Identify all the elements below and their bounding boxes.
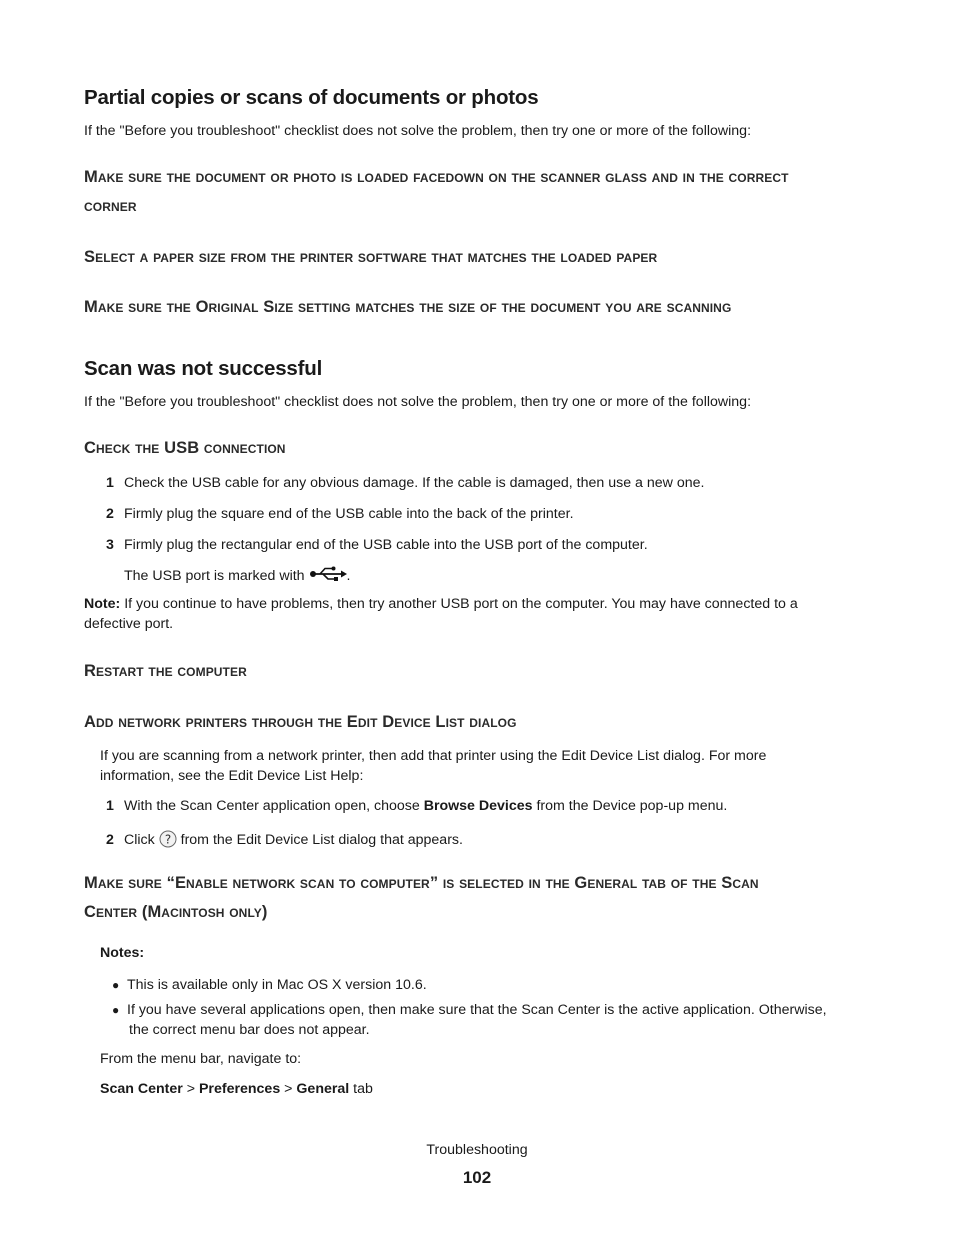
usb-step-2: [106, 506, 574, 522]
section1-intro: If the "Before you troubleshoot" checklist does not solve the problem, then try one or more of the following:: [84, 123, 752, 139]
usb-port-note-end: .: [346, 567, 351, 584]
notes-bullet-2-line2: the correct menu bar does not appear.: [129, 1022, 370, 1038]
notes-bullet-2: [112, 1002, 827, 1018]
step-text: Firmly plug the rectangular end of the USB cable into the USB port of the computer.: [124, 537, 648, 553]
page-number: 102: [462, 1168, 492, 1187]
section-heading-partial-copies: Partial copies or scans of documents or photos: [84, 86, 539, 109]
step-number: 2: [106, 832, 114, 848]
subheading-enable-network-scan-line2: Center (Macintosh only): [84, 903, 268, 921]
bullet-text: This is available only in Mac OS X version 10.6.: [127, 977, 427, 993]
footer-section-name: Troubleshooting: [426, 1142, 528, 1158]
menu-path-preferences: Preferences: [198, 1081, 281, 1097]
usb-symbol-icon: [309, 566, 347, 586]
network-intro-line2: information, see the Edit Device List Help:: [100, 768, 364, 784]
usb-port-note-text: The USB port is marked with: [124, 567, 305, 584]
svg-text:?: ?: [164, 832, 171, 847]
menu-bar-intro: From the menu bar, navigate to:: [100, 1051, 302, 1067]
subheading-restart: Restart the computer: [84, 662, 247, 680]
menu-path-scan-center: Scan Center: [100, 1081, 183, 1097]
notes-label: Notes:: [100, 945, 145, 961]
step-number: 1: [106, 798, 114, 814]
subheading-original-size: Make sure the Original Size setting matches the size of the document you are scanning: [84, 298, 732, 316]
network-step-1: [106, 798, 727, 814]
subheading-paper-size: Select a paper size from the printer software that matches the loaded paper: [84, 248, 658, 266]
help-question-icon: [159, 830, 177, 852]
step-number: 2: [106, 506, 114, 522]
menu-path-separator: >: [280, 1081, 297, 1097]
bullet-text: If you have several applications open, then make sure that the Scan Center is the active application. Otherwise,: [127, 1002, 827, 1018]
browse-devices-label: Browse Devices: [423, 798, 533, 814]
usb-note-line1: [84, 596, 798, 612]
menu-path-general: General: [296, 1081, 350, 1097]
usb-note-line2: defective port.: [84, 616, 174, 632]
bullet-icon: ●: [112, 1003, 120, 1017]
usb-step-3: [106, 537, 648, 553]
step-text: Check the USB cable for any obvious damage. If the cable is damaged, then use a new one.: [124, 475, 705, 491]
step-text: from the Edit Device List dialog that appears.: [176, 832, 463, 848]
section-heading-scan-not-successful: Scan was not successful: [84, 357, 323, 380]
note-label: Note:: [84, 596, 121, 612]
subheading-check-usb: Check the USB connection: [84, 439, 286, 457]
menu-path-tab: tab: [349, 1081, 373, 1097]
section2-intro: If the "Before you troubleshoot" checklist does not solve the problem, then try one or more of the following:: [84, 394, 752, 410]
usb-step-1: [106, 475, 704, 491]
subheading-facedown-line2: corner: [84, 197, 137, 215]
subheading-enable-network-scan-line1: Make sure “Enable network scan to computer” is selected in the General tab of the Scan: [84, 874, 759, 892]
step-text: from the Device pop-up menu.: [532, 798, 728, 814]
subheading-add-network-printers: Add network printers through the Edit Device List dialog: [84, 713, 517, 731]
menu-path-separator: >: [182, 1081, 199, 1097]
step-number: 1: [106, 475, 114, 491]
step-text: With the Scan Center application open, choose: [124, 798, 424, 814]
usb-port-note: [124, 566, 350, 586]
notes-bullet-1: [112, 977, 427, 993]
subheading-facedown-line1: Make sure the document or photo is loaded facedown on the scanner glass and in the correct: [84, 168, 789, 186]
note-text: If you continue to have problems, then try another USB port on the computer. You may have connected to a: [120, 596, 798, 612]
bullet-icon: ●: [112, 978, 120, 992]
network-step-2: [106, 830, 463, 852]
menu-path: [100, 1081, 373, 1097]
step-number: 3: [106, 537, 114, 553]
network-intro-line1: If you are scanning from a network printer, then add that printer using the Edit Device List dialog. For more: [100, 748, 767, 764]
step-text: Click: [124, 832, 159, 848]
step-text: Firmly plug the square end of the USB cable into the back of the printer.: [124, 506, 574, 522]
